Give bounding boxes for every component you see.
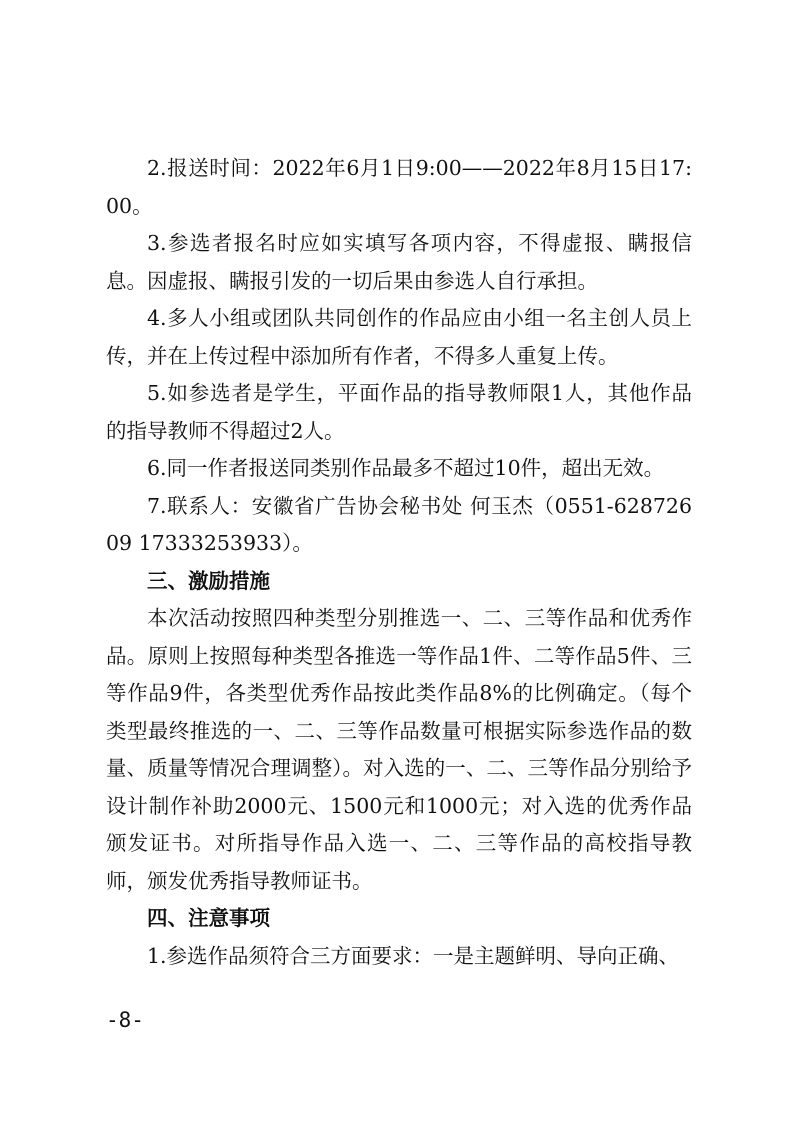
paragraph-contact: 7.联系人：安徽省广告协会秘书处 何玉杰（0551-62872609 17333253933）。 <box>106 493 692 555</box>
paragraph-team-upload: 4.多人小组或团队共同创作的作品应由小组一名主创人员上传，并在上传过程中添加所有作者，不得多人重复上传。 <box>106 306 692 368</box>
page-number: -8- <box>106 1008 144 1032</box>
paragraph-truthful-info: 3.参选者报名时应如实填写各项内容，不得虚报、瞒报信息。因虚报、瞒报引发的一切后果由参选人自行承担。 <box>106 231 692 293</box>
document-body <box>106 150 692 975</box>
paragraph-submission-limit: 6.同一作者报送同类别作品最多不超过10件，超出无效。 <box>147 456 665 480</box>
paragraph-submission-time: 2.报送时间：2022年6月1日9:00——2022年8月15日17:00。 <box>106 156 692 218</box>
paragraph-requirements: 1.参选作品须符合三方面要求：一是主题鲜明、导向正确、 <box>147 943 680 968</box>
section-heading-incentives: 三、激励措施 <box>147 568 270 593</box>
paragraph-incentive-details: 本次活动按照四种类型分别推选一、二、三等作品和优秀作品。原则上按照每种类型各推选一等作品1件、二等作品5件、三等作品9件，各类型优秀作品按此类作品8%的比例确定。（每个类型最终推选的一、二、三等作品数量可根据实际参选作品的数量、质量等情况合理调整）。对入选的一、二、三等作品分别给予设计制作补助2000元、1500元和1000元；对入选的优秀作品颁发证书。对所指导作品入选一、二、三等作品的高校指导教师，颁发优秀指导教师证书。 <box>106 606 692 893</box>
section-heading-notes: 四、注意事项 <box>147 906 270 930</box>
paragraph-instructor-limit: 5.如参选者是学生，平面作品的指导教师限1人，其他作品的指导教师不得超过2人。 <box>106 381 692 443</box>
